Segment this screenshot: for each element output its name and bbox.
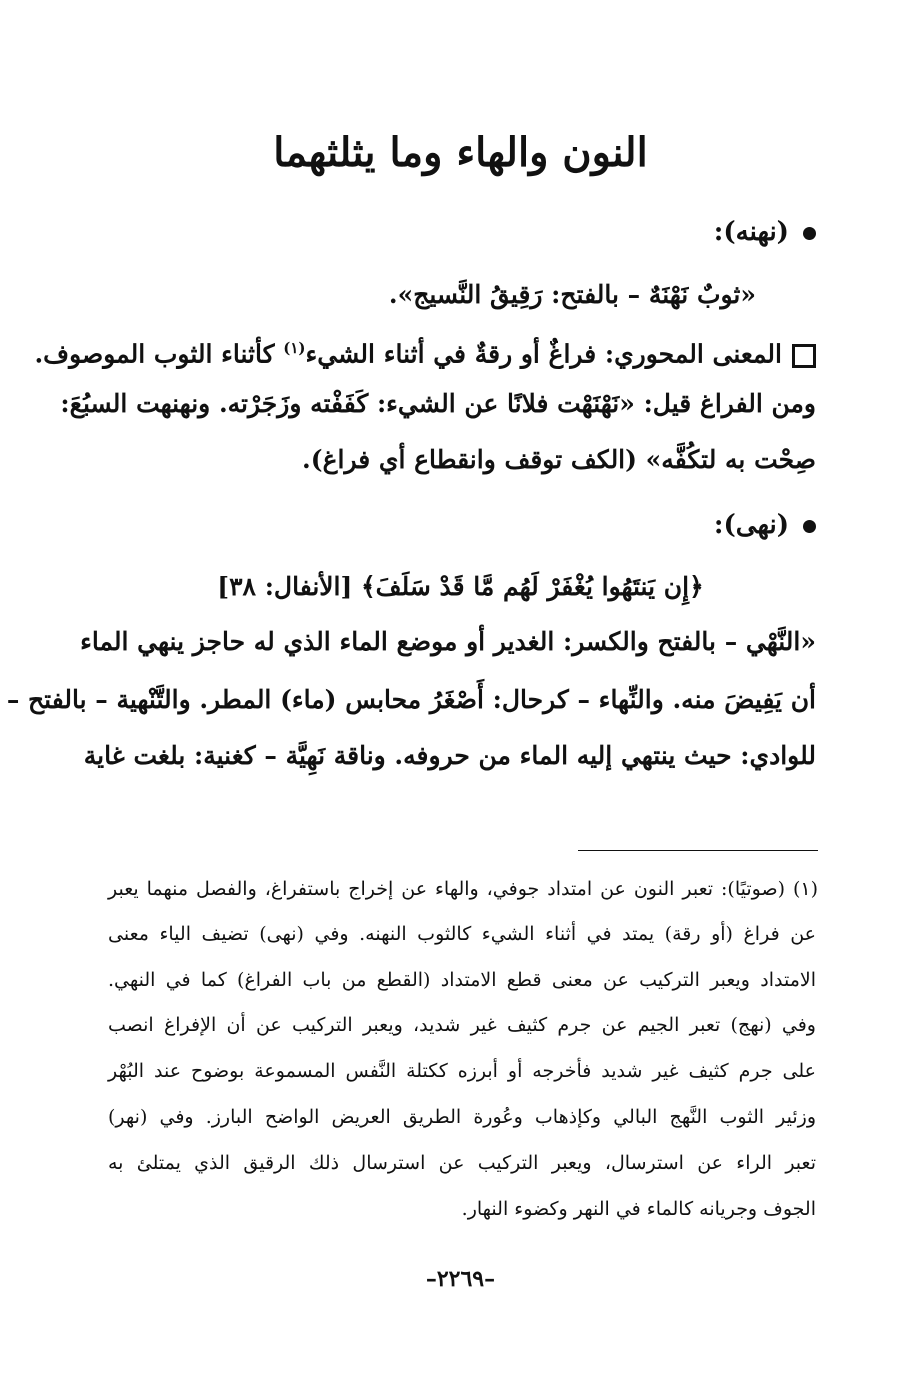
- entry-heading-label: (نهى):: [713, 510, 789, 540]
- quran-verse: ﴿إِن يَنتَهُوا يُغْفَرْ لَهُم مَّا قَدْ سَلَفَ﴾ [الأنفال: ٣٨]: [217, 572, 704, 601]
- footnote-line: الامتداد ويعبر التركيب عن معنى قطع الامتداد (القطع من باب الفراغ) كما في النهي.: [108, 969, 816, 991]
- footnote-line: عن فراغ (أو رقة) يمتد في أثناء الشيء كالثوب النهنه. وفي (نهى) تضيف الياء معنى: [108, 923, 816, 945]
- page-title: النون والهاء وما يثلثهما: [273, 129, 648, 176]
- entry-heading-nahnah: [714, 212, 816, 252]
- footnote-line: الجوف وجريانه كالماء في النهر وكضوء النهار.: [461, 1198, 816, 1220]
- footnote-line: (١) (صوتيًا): تعبر النون عن امتداد جوفي، والهاء عن إخراج باستفراغ، والفصل منهما يعبر: [108, 878, 818, 900]
- footnote-ref: (١): [283, 339, 306, 357]
- dictionary-quote: «ثوبٌ نَهْنَهٌ – بالفتح: رَقِيقُ النَّسيج».: [388, 280, 756, 309]
- paragraph-line: ومن الفراغ قيل: «نَهْنَهْت فلانًا عن الشيء: كَفَفْته وزَجَرْته. ونهنهت السبُعَ:: [60, 389, 816, 418]
- square-box-icon: [792, 344, 816, 368]
- core-meaning-line: [34, 328, 816, 374]
- paragraph-line: للوادي: حيث ينتهي إليه الماء من حروفه. وناقة نَهِيَّة – كغنية: بلغت غاية: [83, 741, 816, 770]
- core-meaning-text: فراغٌ أو رقةٌ في أثناء الشيء: [305, 339, 597, 369]
- core-meaning-label: المعنى المحوري:: [604, 339, 782, 369]
- paragraph-line: «النَّهْي – بالفتح والكسر: الغدير أو موضع الماء الذي له حاجز ينهي الماء: [80, 627, 816, 656]
- bullet-icon: [803, 520, 816, 533]
- footnote-line: تعبر الراء عن استرسال، ويعبر التركيب عن استرسال ذلك الرقيق الذي يمتلئ به: [108, 1152, 816, 1174]
- footnote-line: على جرم كثيف غير شديد فأخرجه أو أبرزه ككتلة النَّفس المسموعة بوضوح عند البُهْر: [108, 1060, 816, 1082]
- footnote-line: وفي (نهج) تعبر الجيم عن جرم كثيف غير شديد، ويعبر التركيب عن أن الإفراغ انصب: [108, 1014, 816, 1036]
- footnote-line: وزئير الثوب النَّهج البالي وكإذهاب وعُورة الطريق العريض الواضح البارز. وفي (نهر): [108, 1106, 816, 1128]
- bullet-icon: [803, 227, 816, 240]
- entry-heading-label: (نهنه):: [713, 217, 789, 247]
- paragraph-line: أن يَفِيضَ منه. والنِّهاء – كرحال: أَصْغَرُ محابس (ماء) المطر. والتَّنْهية – بالفتح –: [6, 685, 816, 714]
- paragraph-line: صِحْت به لتكُفَّه» (الكف توقف وانقطاع أي فراغ).: [302, 445, 816, 474]
- entry-heading-nahy: [714, 505, 816, 545]
- footnote-separator: [578, 850, 818, 851]
- core-meaning-tail: كأثناء الثوب الموصوف.: [34, 339, 275, 369]
- page-number: –٢٢٦٩–: [425, 1266, 496, 1292]
